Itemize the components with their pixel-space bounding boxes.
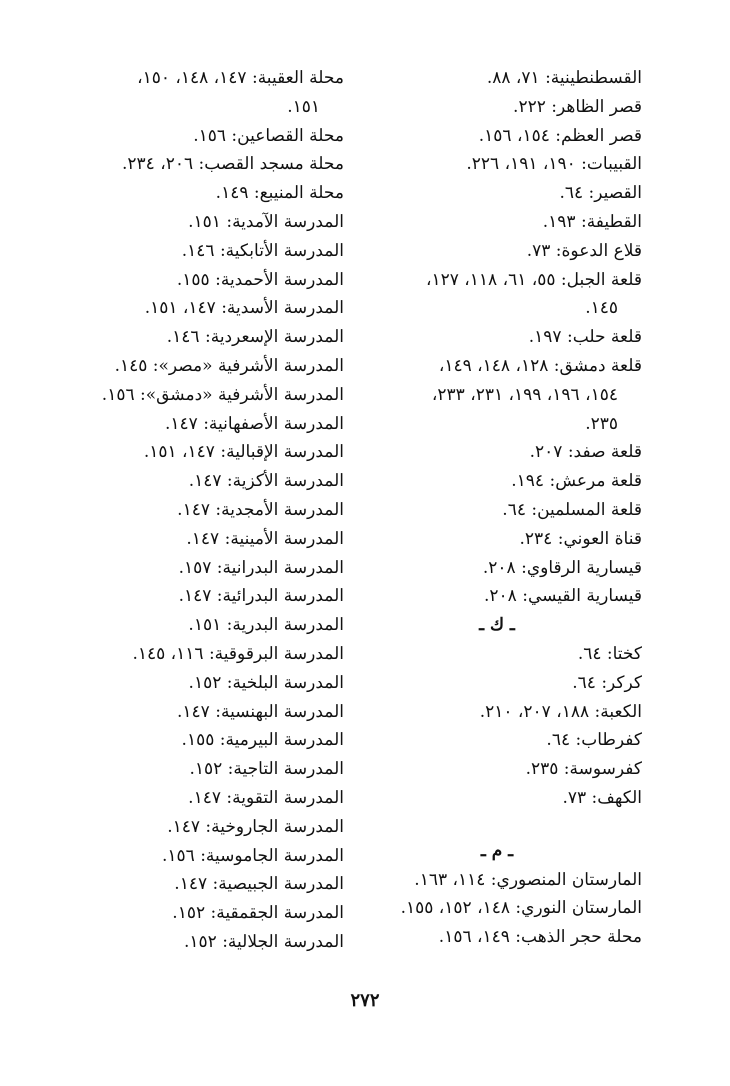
index-entry: المدرسة الأمجدية: ١٤٧.	[177, 499, 344, 520]
index-entry: المدرسة الأتابكية: ١٤٦.	[181, 240, 344, 261]
index-entry: المدرسة الإسعردية: ١٤٦.	[166, 327, 344, 348]
page-number: ٢٧٢	[350, 990, 380, 1011]
index-entry: المارستان المنصوري: ١١٤، ١٦٣.	[414, 869, 642, 890]
index-entry: محلة المنيبع: ١٤٩.	[215, 183, 344, 204]
index-entry: قلعة مرعش: ١٩٤.	[511, 471, 642, 492]
index-entry: الكعبة: ١٨٨، ٢٠٧، ٢١٠.	[479, 701, 642, 722]
index-entry-continuation: ٢٣٥.	[585, 413, 618, 434]
index-entry-continuation: ١٥٤، ١٩٦، ١٩٩، ٢٣١، ٢٣٣،	[431, 384, 618, 405]
index-entry: قصر العظم: ١٥٤، ١٥٦.	[478, 125, 642, 146]
index-entry: المدرسة البدرية: ١٥١.	[188, 615, 344, 636]
index-entry: القطيفة: ١٩٣.	[542, 211, 642, 232]
index-entry: المدرسة التاجية: ١٥٢.	[189, 759, 344, 780]
index-entry: قلاع الدعوة: ٧٣.	[526, 240, 642, 261]
index-entry: المدرسة الأكزية: ١٤٧.	[188, 471, 344, 492]
index-entry: القصير: ٦٤.	[559, 183, 642, 204]
index-entry: كفرطاب: ٦٤.	[546, 730, 642, 751]
index-entry: المدرسة الجقمقية: ١٥٢.	[172, 903, 344, 924]
index-entry: قيسارية القيسي: ٢٠٨.	[484, 586, 642, 607]
index-entry: المدرسة الأحمدية: ١٥٥.	[176, 269, 344, 290]
index-entry: المدرسة الأسدية: ١٤٧، ١٥١.	[144, 298, 344, 319]
index-entry: كفرسوسة: ٢٣٥.	[525, 759, 642, 780]
index-entry: المدرسة البرقوقية: ١١٦، ١٤٥.	[132, 643, 344, 664]
index-entry: المدرسة الأشرفية «دمشق»: ١٥٦.	[101, 384, 344, 405]
index-entry: المدرسة التقوية: ١٤٧.	[188, 787, 344, 808]
index-entry-continuation: ١٤٥.	[585, 298, 618, 319]
index-entry: قصر الظاهر: ٢٢٢.	[513, 96, 642, 117]
section-heading: ـ ك ـ	[479, 615, 515, 636]
section-heading: ـ م ـ	[480, 840, 514, 861]
blank-line	[352, 813, 642, 837]
index-entry: قلعة دمشق: ١٢٨، ١٤٨، ١٤٩،	[438, 355, 642, 376]
index-entry: المدرسة الجاموسية: ١٥٦.	[161, 845, 344, 866]
index-entry: المدرسة الآمدية: ١٥١.	[188, 211, 344, 232]
index-entry: المدرسة الإقبالية: ١٤٧، ١٥١.	[143, 442, 344, 463]
index-entry: كركر: ٦٤.	[572, 672, 642, 693]
index-entry: المدرسة البيرمية: ١٥٥.	[181, 730, 344, 751]
index-entry: محلة العقيبة: ١٤٧، ١٤٨، ١٥٠،	[137, 68, 344, 88]
index-entry: محلة مسجد القصب: ٢٠٦، ٢٣٤.	[122, 154, 344, 175]
index-entry: المدرسة الجبيصية: ١٤٧.	[174, 874, 344, 895]
index-entry: المدرسة الأصفهانية: ١٤٧.	[164, 413, 344, 434]
index-entry: محلة حجر الذهب: ١٤٩، ١٥٦.	[438, 927, 642, 948]
index-entry: قلعة صفد: ٢٠٧.	[529, 442, 642, 463]
index-entry: الكهف: ٧٣.	[562, 787, 642, 808]
index-entry: المدرسة الأشرفية «مصر»: ١٤٥.	[114, 355, 344, 376]
index-entry-continuation: ١٥١.	[287, 96, 320, 117]
index-entry: المدرسة البدرائية: ١٤٧.	[178, 586, 344, 607]
index-entry: قلعة الجبل: ٥٥، ٦١، ١١٨، ١٢٧،	[425, 269, 642, 290]
index-entry: المدرسة البدرانية: ١٥٧.	[178, 557, 344, 578]
index-entry: القسطنطينية: ٧١، ٨٨.	[486, 68, 642, 88]
index-entry: قلعة حلب: ١٩٧.	[528, 327, 642, 348]
index-column-right	[352, 64, 642, 952]
index-entry: القبيبات: ١٩٠، ١٩١، ٢٢٦.	[466, 154, 642, 175]
index-entry: محلة القصاعين: ١٥٦.	[193, 125, 344, 146]
index-entry: قيسارية الرقاوي: ٢٠٨.	[482, 557, 642, 578]
index-column-left	[44, 64, 344, 957]
index-entry: كختا: ٦٤.	[577, 643, 642, 664]
index-entry: المارستان النوري: ١٤٨، ١٥٢، ١٥٥.	[400, 898, 642, 919]
index-entry: المدرسة البلخية: ١٥٢.	[188, 672, 344, 693]
index-entry: المدرسة الجاروخية: ١٤٧.	[167, 816, 344, 837]
index-entry: قناة العوني: ٢٣٤.	[519, 528, 642, 549]
index-entry: المدرسة البهنسية: ١٤٧.	[177, 701, 344, 722]
index-entry: قلعة المسلمين: ٦٤.	[502, 499, 642, 520]
index-entry: المدرسة الجلالية: ١٥٢.	[183, 931, 344, 952]
index-entry: المدرسة الأمينية: ١٤٧.	[186, 528, 344, 549]
